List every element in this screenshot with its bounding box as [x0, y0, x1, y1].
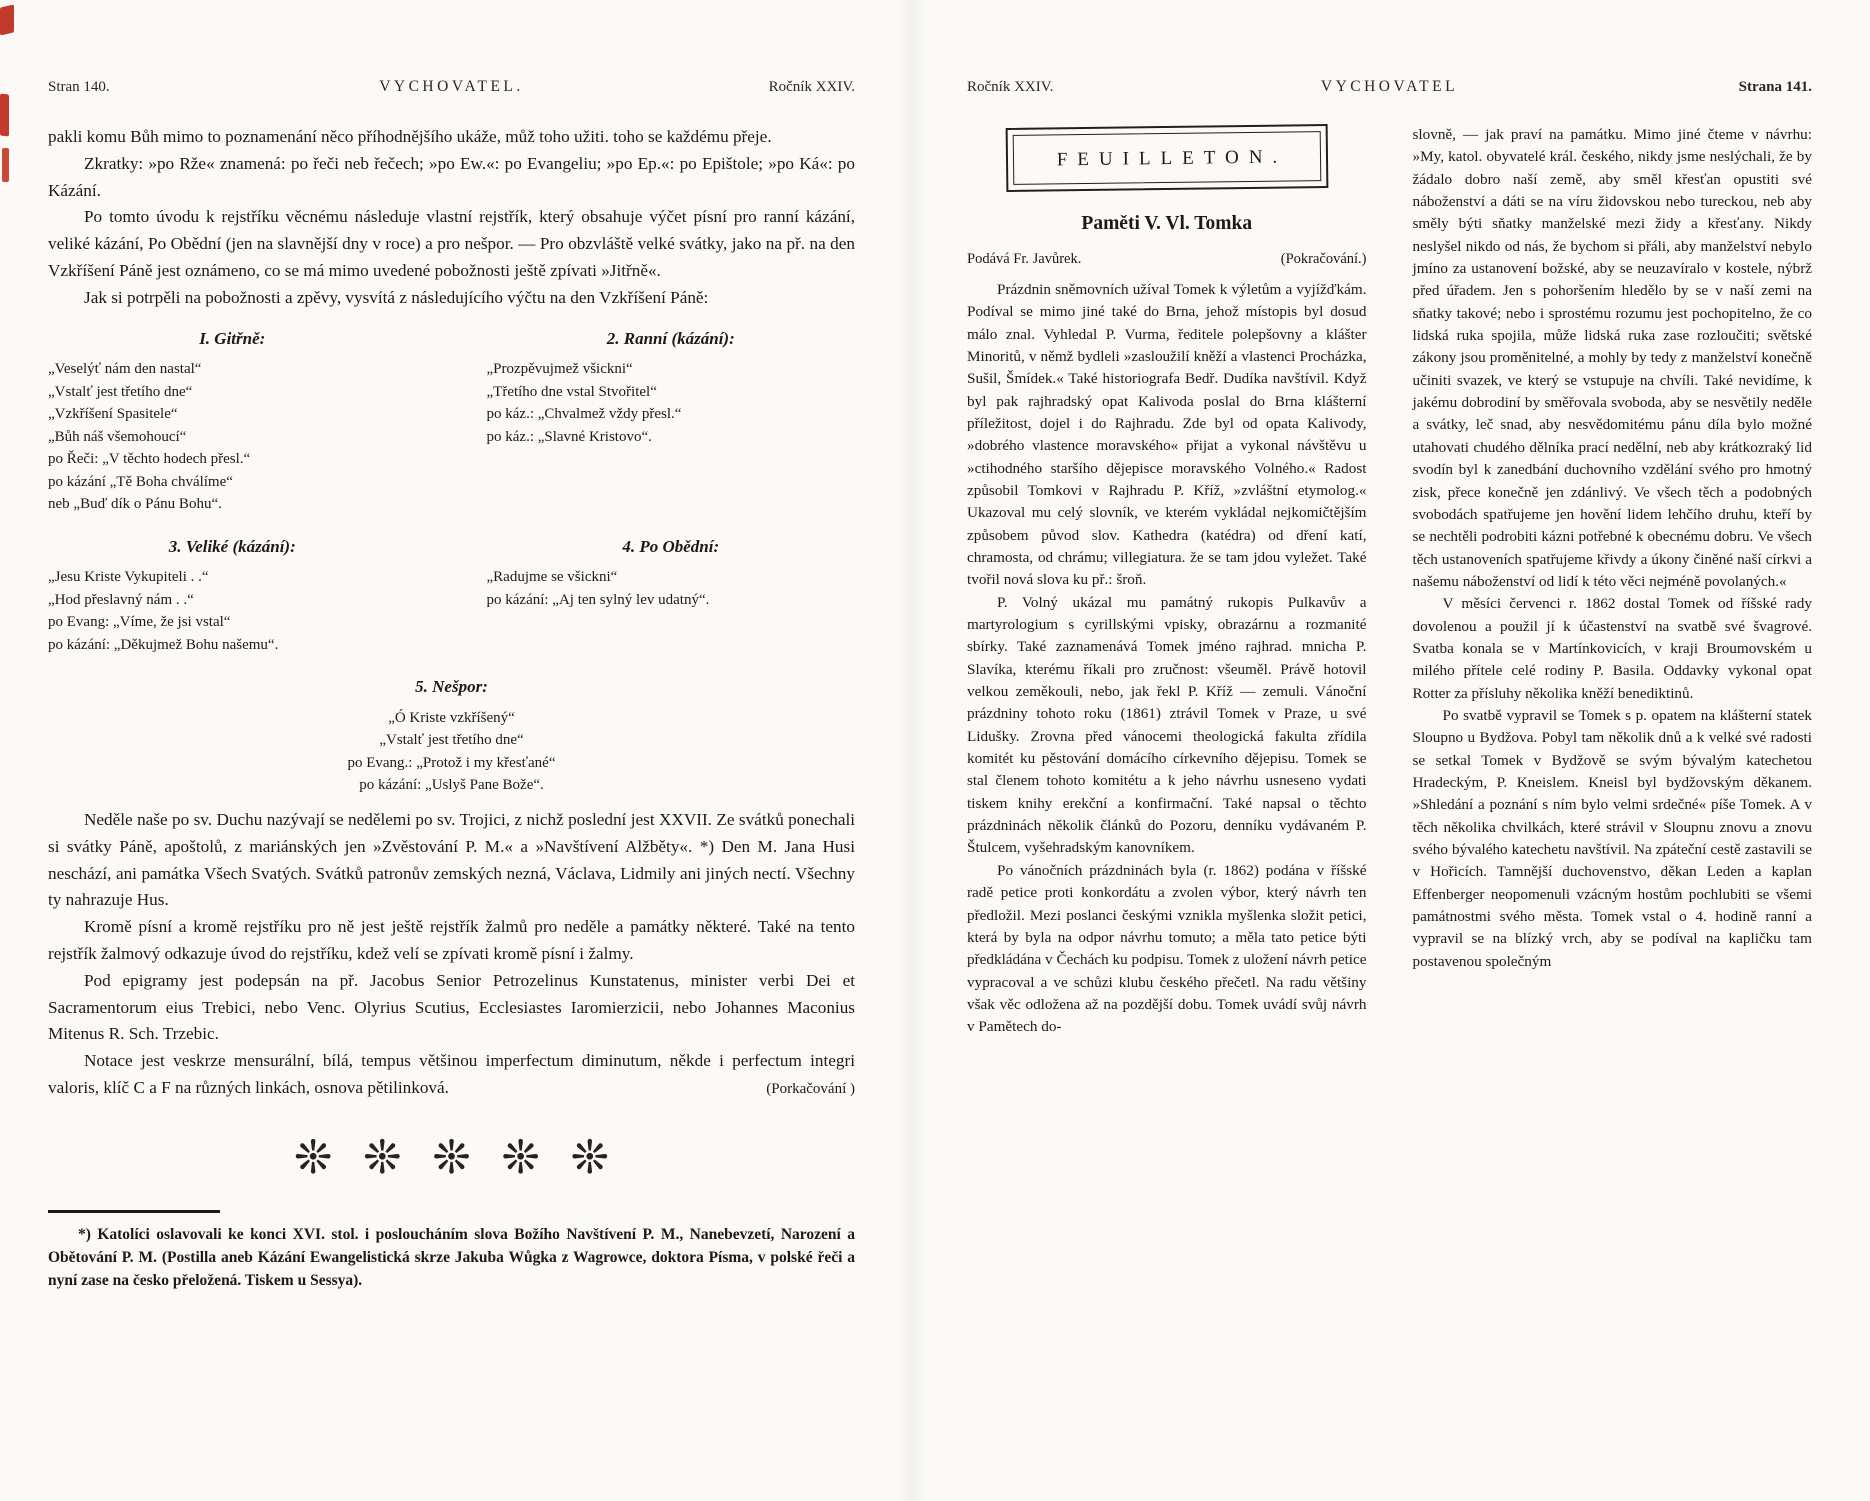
hymn-section-velike: [48, 534, 417, 657]
page-number-label-left: Stran 140.: [48, 79, 110, 95]
continuation-note: (Porkačování ): [766, 1080, 855, 1097]
paragraph: Kromě písní a kromě rejstříku pro ně jest ještě rejstřík žalmů pro neděle a památky některé. Také na tento rejstřík žalmový odkazuje úvod do rejstříku, kdež velí se zpívati kromě písní i žalmy.: [48, 917, 855, 963]
hymn-lines: [48, 566, 417, 656]
hymn-line: po Řeči: „V těchto hodech přesl.“: [48, 451, 251, 468]
hymn-line: „Vstalť jest třetího dne“: [48, 383, 193, 400]
left-page-header: [48, 78, 855, 96]
paragraph: P. Volný ukázal mu památný rukopis Pulkavův a martyrologium s cyrillskými vpisky, obrazárnu a rozmanité sbírky. Také zaznamenává Tomek jméno rajhrad. mnicha P. Slavíka, kterému říkali pro zručnost: všeuměl. Právě hotovil velkou zeměkouli, nebo, jak řekl P. Kříž — zemuli. Vánoční prázdniny tohoto roku (1861) ztrávil Tomek v Praze, u své Lidušky. Zrovna před vánocemi theologická fakulta zřídila komitét ku pěstování domácího církevního dějepisu. Tomek se stal členem tohoto komitétu a k jeho návrhu usneseno vydati tiskem knihy erekční a konfirmační. Také napsal o těchto prázdninách několik článků do Pozoru, denníku vydávaném P. Štulcem, vyšehradským kanovníkem.: [967, 593, 1367, 857]
paragraph: Prázdnin sněmovních užíval Tomek k výletům a vyjížďkám. Podíval se mimo jiné také do Brna, jehož místopis byl dosud málo znal. Vyhledal P. Vurma, ředitele polepšovny a klášter Minoritů, v němž bydleli »zasloužilí kněží a vlastenci Procházka, Sušil, Šmídek.« Také historiografa Bedř. Dudíka navštívil. Když byl pak rajhradský opat Kalivoda poslal do Brna klášterní příležitost, dojel i do Rajhradu. Zde byl od opata Kalivody, »dobrého vlastence moravského« přijat a vykonal návštěvu u »ctihodného staršího dějepisce moravského Volného.« Radost způsobil Tomkovi v Rajhradu P. Kříž, »zvláštní etymolog.« Ukazoval mu celý slovník, ve kterém vykládal nejkomičtějším způsobem původ slov. Kathedra (katédra) od dření katí, chramosta, od chrámu; villegiatura. že se tam jdou vyležet. Také tvořil nová slova ku př.: šroň.: [967, 280, 1367, 589]
hymn-section-jitrne: [48, 326, 417, 516]
hymn-line: po kázání: „Děkujmež Bohu našemu“.: [48, 636, 279, 653]
hymn-line: po kázání: „Uslyš Pane Bože“.: [359, 777, 544, 794]
hymn-section-poobedni: [487, 534, 856, 612]
paragraph: Po svatbě vypravil se Tomek s p. opatem na klášterní statek Sloupno u Bydžova. Pobyl tam několik dnů a k velké své radosti se setkal Tomek v Bydžově se svým bývalým katechetou Hradeckým, P. Kneislem. Kneisl byl bydžovským děkanem. »Shledání a poznání s ním bylo velmi srdečné« píše Tomek. A v těch několika chvilkách, které strávil v Sloupnu znovu a znovu svého bývalého katechetu navštívil. Na zpáteční cestě zastavili se v Hořicích. Tamnější duchovenstvo, děkan Leden a kaplan Effenberger neopomenuli vzácným hostům pochlubiti se všemi památnostmi svého města. Tomek vstal o 4. hodině ranní a vypravil se na blízký vrch, aby se podíval na kapličku tam postavenou společným: [1412, 706, 1812, 970]
hymn-list: [48, 326, 855, 797]
paragraph: Neděle naše po sv. Duchu nazývají se nedělemi po sv. Trojici, z nichž poslední jest XXVII. Ze svátků ponechali si svátky Páně, apoštolů, z mariánských jen »Zvěstování P. M.« a »Navštívení Alžběty«. *) Den M. Jana Husi neschází, ani památka Všech Svatých. Svátků patronův zemských nezná, Václava, Lidmily ani jiných nectí. Všechny ty nahrazuje Hus.: [48, 809, 855, 910]
scan-mark-red: [2, 148, 9, 182]
page-number-label-right: Strana 141.: [1738, 79, 1812, 95]
hymn-line: po kázání: „Aj ten sylný lev udatný“.: [486, 591, 710, 608]
paragraph: [48, 1048, 855, 1102]
hymn-lines: [48, 358, 417, 516]
journal-title-right: VYCHOVATEL: [1320, 78, 1459, 95]
hymn-line: po káz.: „Chvalmež vždy přesl.“: [486, 406, 682, 423]
paragraph: Jak si potrpěli na pobožnosti a zpěvy, vysvítá z následujícího výčtu na den Vzkříšení Páně:: [84, 287, 709, 307]
hymn-section-title: I. Gitřně:: [199, 328, 266, 348]
ornament-row: ❊ ❊ ❊ ❊ ❊: [293, 1129, 610, 1184]
hymn-line: „Vzkříšení Spasitele“: [48, 406, 178, 423]
paragraph: Po tomto úvodu k rejstříku věcnému následuje vlastní rejstřík, který obsahuje výčet písní pro ranní kázání, veliké kázání, Po Obědní (jen na slavnější dny v roce) a pro nešpor. — Pro obzvláště velké svátky, jako na př. na den Vzkříšení Páně jest oznámeno, co se má mimo uvedené pobožnosti ještě zpívati »Jitřně«.: [48, 207, 855, 281]
hymn-line: „Hod přeslavný nám . .“: [48, 591, 194, 608]
hymn-section-title: 5. Nešpor:: [415, 677, 488, 697]
hymn-line: „Radujme se všickni“: [486, 569, 618, 586]
paragraph: slovně, — jak praví na památku. Mimo jiné čteme v návrhu: »My, katol. obyvatelé král. českého, nikdy jsme neslýchali, že by žádalo dobro naší země, aby směl křesťan opustiti své náboženství a dáti se na víru židovskou nebo tureckou, neb aby směly býti sňatky manželské mezi židy a křesťany. Nikdy neslyšel nikdo od nás, že bychom si přáli, aby manželství nebylo jmíno za ustanovení božské, aby se neuzavíralo v kostele, nýbrž před úřadem. Jen s pohoršením hledělo by se v naší zemi na sňatky takové; nebo i sprostému rozumu jest pochopitelno, že co lidská ruka spojila, může lidská ruka zase rozloučiti; světské zákony jsou proměnitelné, a mohly by tedy z manželství konečně učiniti svazek, ve který se vstupuje na chvíli. Také nevidíme, k jakému dobrodiní by směřovala svoboda, aby se nesvětily neděle a svátky, leč snad, aby nesvědomitému pánu díla bylo možné utahovati chudého dělníka prací nedělní, neb aby krátkozraký lid svodín byl k zanedbání duchovního vzdělání svého pro hmotný zisk, přece konečně jen zdánlivý. Ve všech těch a podobných svobodách spatřujeme jen hovění lidem lehčího druhu, kteří by se nechtěli podrobiti kázni potřebné k obecnému dobru. Ve všech těch ustanoveních spatřujeme křivdy a úkony činěné naší církvi a našemu náboženství od lidí k této věci nejméně povolaných.«: [1412, 126, 1812, 590]
hymn-lines: [48, 707, 855, 797]
footnote-text: *) Katolíci oslavovali ke konci XVI. stol. i posloucháním slova Božího Navštívení P. M., Nanebevzetí, Narození a Obětování P. M. (Postilla aneb Kázání Ewangelistická skrze Jakuba Wůgka z Wagrowce, doktora Písma, v polské řeči a nyní zase na česko přeložená. Tiskem u Sessya).: [48, 1225, 855, 1290]
byline-author: Podává Fr. Javůrek.: [967, 250, 1082, 267]
hymn-line: neb „Buď dík o Pánu Bohu“.: [48, 496, 222, 513]
paragraph: V měsíci červenci r. 1862 dostal Tomek od říšské rady dovolenou a použil jí k účastenství na svatbě své švagrové. Svatba konala se v Martínkovicích, v kraji Broumovském u milého přítele celé rodiny P. Basila. Oddavky vykonal opat Rotter za přísluhy několika kněží benediktinů.: [1412, 595, 1812, 702]
hymn-section-nespor: [48, 674, 855, 797]
byline-continuation: (Pokračování.): [1280, 250, 1367, 267]
feuilleton-box: [1005, 124, 1328, 192]
volume-label-right: Ročník XXIV.: [967, 79, 1054, 95]
left-page-body: [48, 124, 855, 1292]
hymn-lines: [487, 358, 856, 448]
paragraph: Zkratky: »po Rže« znamená: po řeči neb řečech; »po Ew.«: po Evangeliu; »po Ep.«: po Epištole; »po Ká«: po Kázání.: [48, 153, 855, 200]
right-page-header: [967, 78, 1812, 96]
right-page-columns: [967, 124, 1812, 1039]
hymn-line: „Bůh náš všemohoucí“: [48, 428, 187, 445]
hymn-section-ranni: [487, 326, 856, 449]
feuilleton-title: FEUILLETON.: [1056, 146, 1288, 171]
hymn-grid: [48, 326, 855, 657]
hymn-line: po Evang: „Víme, že jsi vstal“: [48, 614, 231, 631]
hymn-line: „Ó Kriste vzkříšený“: [388, 709, 515, 726]
paragraph: Pod epigramy jest podepsán na př. Jacobus Senior Petrozelinus Kunstatenus, minister verbi Dei et Sacramentorum eius Trebici, nebo Venc. Olyrius Scutius, Ecclesiastes Iaromierzicii, nebo Johannes Maconius Mitenus R. Sch. Trzebic.: [48, 970, 855, 1044]
volume-label-left: Ročník XXIV.: [768, 79, 855, 95]
paragraph: Po vánočních prázdninách byla (r. 1862) podána v říšské radě petice proti konkordátu a zvolen výbor, který návrh ten předložil. Mezi poslanci českými vznikla myšlenka složit petici, která by byla na odpor návrhu tomuto; a měla tato petice býti předkládána v Čechách ku podpisu. Tomek z uložení návrh petice vypracoval a ve schůzi klubu českého přečetl. Na radu většiny však věc odložena až na pozdější dobu. Tomek uvádí svůj návrh v Pamětech do-: [967, 861, 1367, 1036]
byline: [967, 249, 1367, 270]
feuilleton-box-inner: [1012, 131, 1321, 185]
hymn-section-title: 4. Po Obědní:: [622, 536, 720, 556]
footnote: [48, 1210, 855, 1293]
scan-mark-red: [0, 5, 14, 36]
right-page: [905, 0, 1870, 1501]
column-2: [1413, 124, 1813, 1039]
hymn-line: „Veselýť nám den nastal“: [48, 361, 202, 378]
hymn-line: „Vstalť jest třetího dne“: [379, 732, 524, 749]
paragraph: pakli komu Bůh mimo to poznamenání něco příhodnějšího ukáže, můž toho užiti. toho se každému přeje.: [48, 127, 772, 146]
footnote-rule: [48, 1210, 220, 1213]
hymn-line: po káz.: „Slavné Kristovo“.: [486, 428, 652, 445]
hymn-lines: [487, 566, 856, 611]
left-page: [0, 0, 905, 1501]
scan-mark-red: [0, 94, 9, 137]
hymn-line: „Jesu Kriste Vykupiteli . .“: [48, 569, 209, 586]
hymn-line: po kázání „Tě Boha chválíme“: [48, 473, 233, 490]
column-1: [967, 124, 1367, 1039]
hymn-section-title: 3. Veliké (kázání):: [168, 536, 296, 556]
hymn-line: po Evang.: „Protož i my křesťané“: [347, 754, 556, 771]
journal-title-left: VYCHOVATEL.: [379, 78, 524, 95]
hymn-line: „Prozpěvujmež všickni“: [486, 361, 633, 378]
paragraph-text: Notace jest veskrze mensurální, bílá, tempus většinou imperfectum diminutum, někde i perfectum integri valoris, klíč C a F na různých linkách, osnova pětilinková.: [48, 1051, 855, 1098]
hymn-line: „Třetího dne vstal Stvořitel“: [486, 383, 657, 400]
hymn-section-title: 2. Ranní (kázání):: [606, 328, 735, 348]
article-title: Paměti V. Vl. Tomka: [1081, 212, 1253, 234]
